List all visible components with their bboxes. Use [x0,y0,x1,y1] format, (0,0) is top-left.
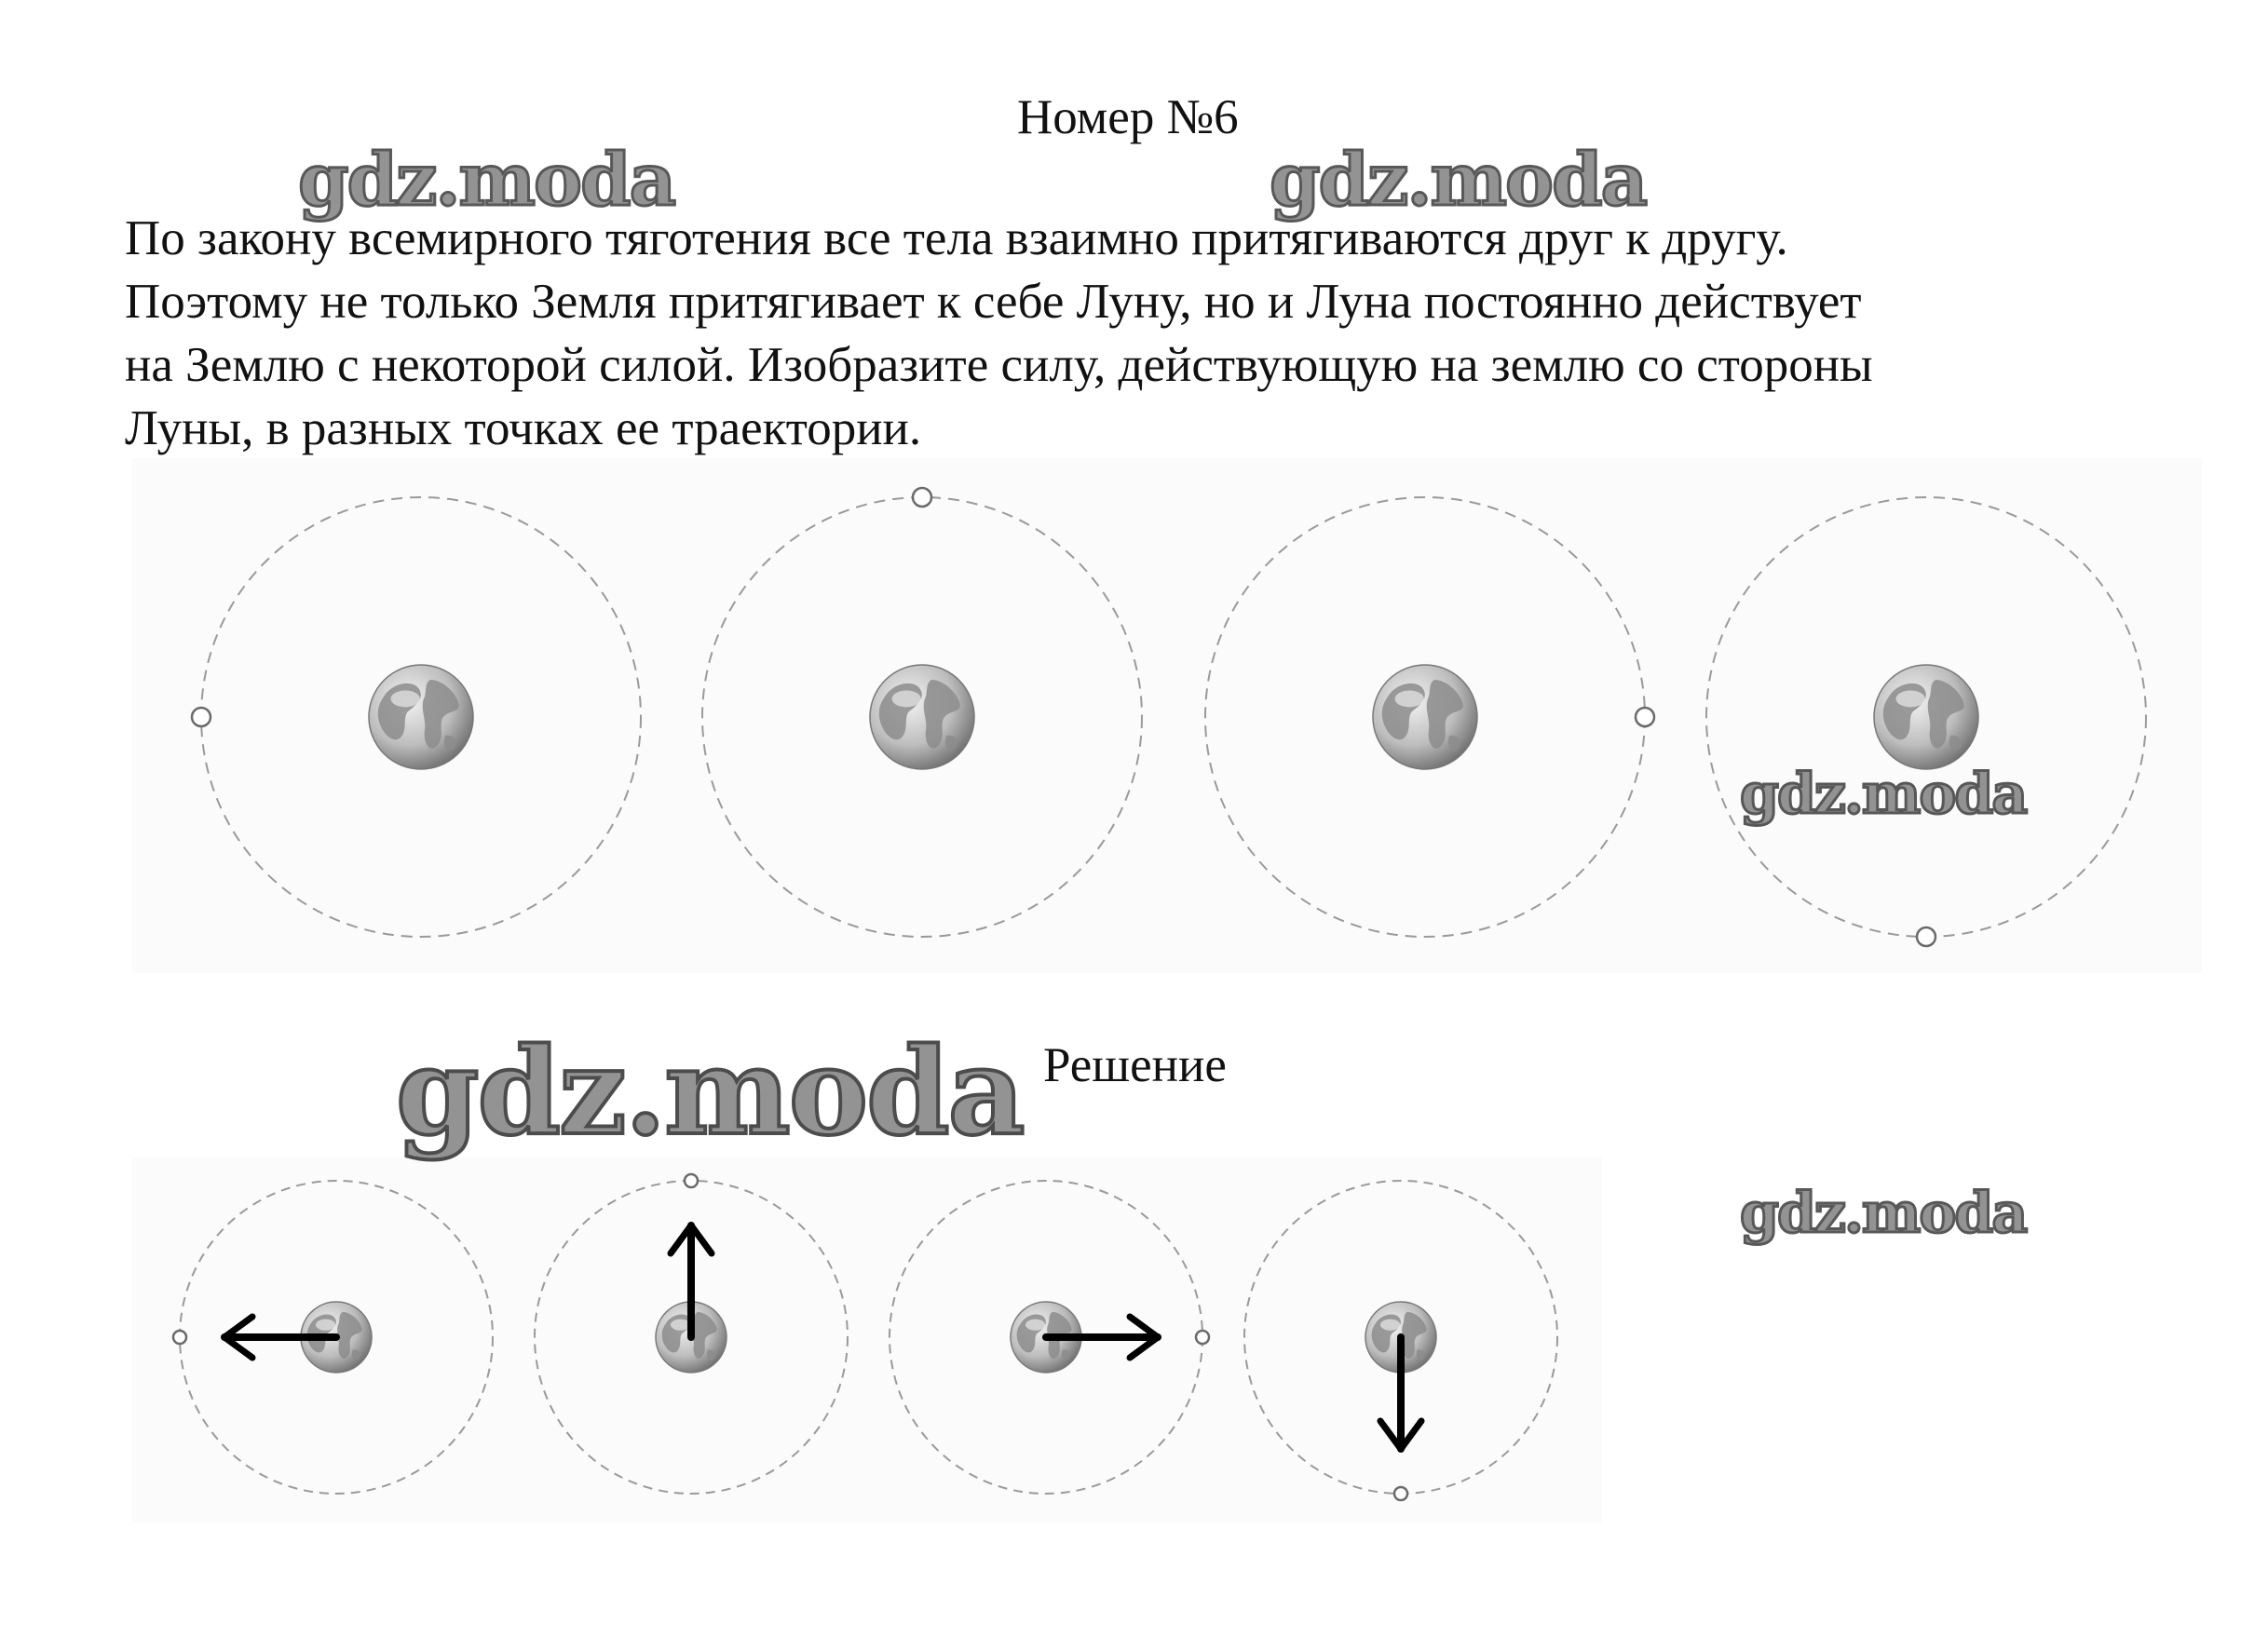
moon-icon [1917,927,1935,946]
watermark-logo: gdz.moda [298,138,675,223]
task-line: По закону всемирного тяготения все тела взаимно притягиваются друг к другу. [125,211,1788,265]
task-orbit-diagram [132,458,2202,973]
moon-icon [192,708,211,726]
watermark-logo: gdz.moda [1270,138,1647,223]
earth-globe-icon [1373,665,1477,769]
page-title: Номер №6 [1017,90,1239,144]
watermark-logo: gdz.moda [1740,1181,2027,1246]
earth-globe-icon [1874,665,1978,769]
task-line: на Землю с некоторой силой. Изобразите силу, действующую на землю со стороны [125,338,1873,392]
solution-figure-panel [132,1157,1602,1522]
moon-icon [913,488,931,507]
moon-icon [685,1174,698,1187]
moon-icon [1196,1331,1209,1344]
watermark-logo: gdz.moda [1740,762,2027,827]
task-line: Луны, в разных точках ее траектории. [125,401,922,455]
watermark-logo: gdz.moda [396,1022,1024,1162]
moon-icon [1636,708,1654,726]
solution-orbit-diagram [132,1157,1602,1522]
task-figure-panel [132,458,2202,973]
earth-globe-icon [369,665,473,769]
task-text [125,207,2202,460]
task-line: Поэтому не только Земля притягивает к себе Луну, но и Луна постоянно действует [125,275,1862,329]
earth-globe-icon [870,665,974,769]
moon-icon [1394,1487,1407,1500]
moon-icon [173,1331,186,1344]
solution-heading: Решение [1043,1038,1227,1092]
